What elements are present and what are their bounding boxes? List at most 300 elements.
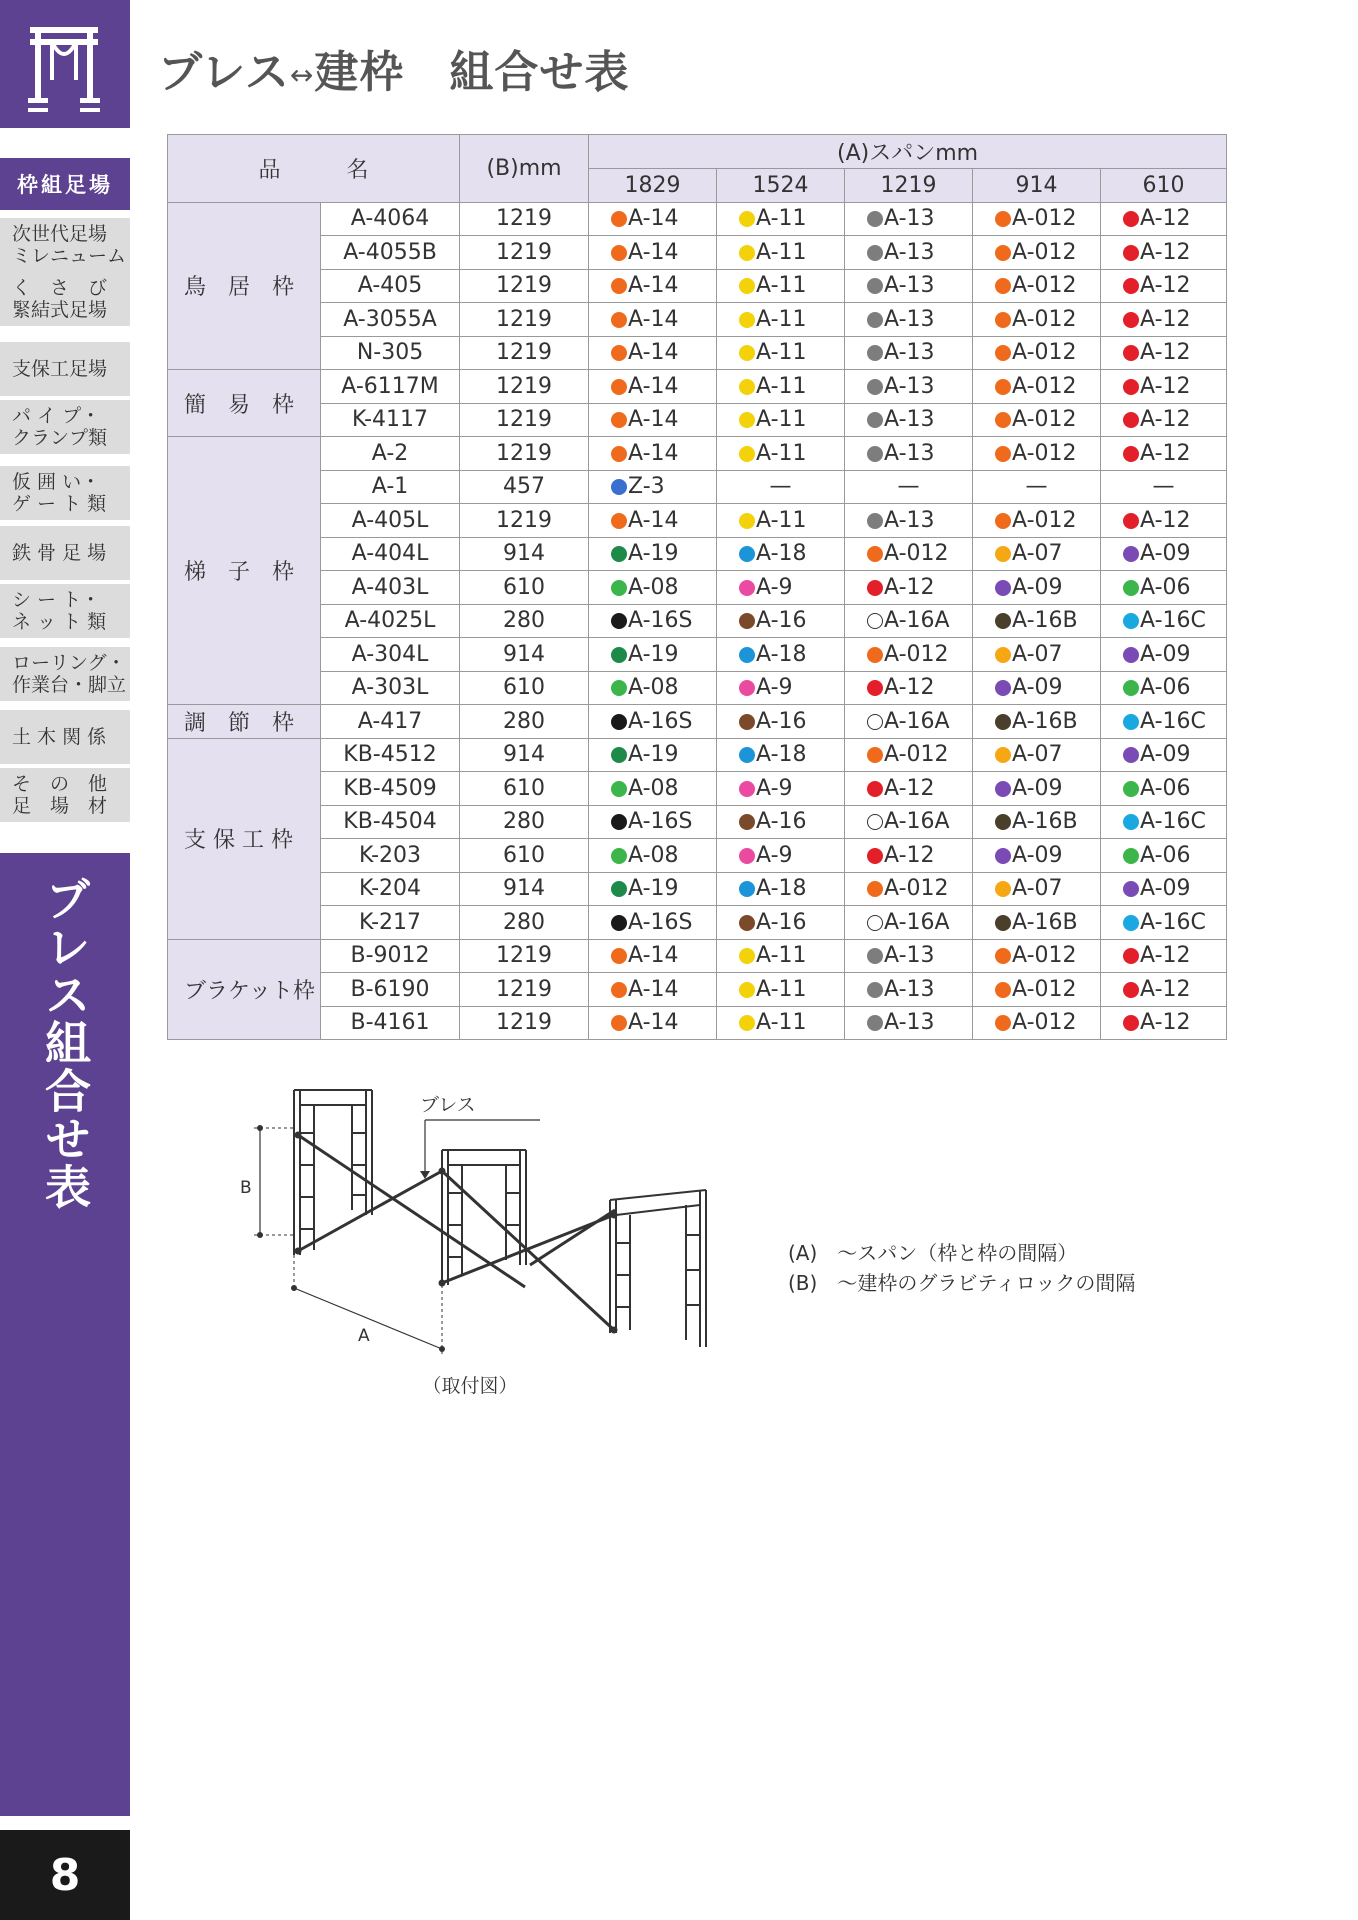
brace-code-text: A-18 [756, 742, 807, 768]
product-code-cell: A-4055B [321, 236, 460, 270]
brace-code-cell [845, 437, 973, 471]
brace-code-text: A-14 [628, 239, 679, 265]
brace-code-cell [589, 437, 717, 471]
sidebar-nav-item-label: 支保工足場 [12, 358, 108, 380]
table-row [168, 671, 1227, 705]
brace-code-cell [973, 269, 1101, 303]
brace-code-text: A-19 [628, 876, 679, 902]
group-name-cell: ブラケット枠 [168, 939, 321, 1040]
color-dot-icon [739, 948, 755, 964]
brace-code-cell [589, 671, 717, 705]
brace-code-cell [589, 805, 717, 839]
b-mm-cell: 1219 [460, 336, 589, 370]
brace-code-text: A-09 [1140, 876, 1191, 902]
brace-code-cell [845, 939, 973, 973]
brace-code-text: A-13 [884, 407, 935, 433]
brace-code-cell [845, 738, 973, 772]
color-dot-icon [995, 714, 1011, 730]
color-dot-icon [867, 915, 883, 931]
brace-code-cell [1101, 604, 1227, 638]
brace-code-cell [1101, 638, 1227, 672]
span-header-cell: 1829 [589, 169, 717, 203]
brace-code-text: A-12 [884, 842, 935, 868]
brace-code-cell [589, 470, 717, 504]
brace-code-cell [973, 805, 1101, 839]
brace-code-text: A-13 [884, 1010, 935, 1036]
brace-code-cell [1101, 738, 1227, 772]
color-dot-icon [739, 613, 755, 629]
b-mm-cell: 1219 [460, 370, 589, 404]
color-dot-icon [1123, 714, 1139, 730]
brace-code-cell [845, 604, 973, 638]
brace-code-text: A-08 [628, 842, 679, 868]
color-dot-icon [611, 680, 627, 696]
brace-code-cell [845, 537, 973, 571]
brace-code-cell [1101, 470, 1227, 504]
group-name-cell: 鳥 居 枠 [168, 202, 321, 370]
color-dot-icon [995, 513, 1011, 529]
sidebar-nav-item-label: 鉄 骨 足 場 [12, 542, 107, 564]
brace-code-text: A-18 [756, 876, 807, 902]
brace-code-cell [845, 973, 973, 1007]
b-mm-cell: 280 [460, 604, 589, 638]
brace-code-cell [845, 1006, 973, 1040]
brace-code-cell [717, 604, 845, 638]
sidebar-nav-item[interactable] [0, 400, 130, 454]
color-dot-icon [1123, 278, 1139, 294]
color-dot-icon [995, 1015, 1011, 1031]
brace-code-cell [845, 805, 973, 839]
brace-code-text: A-14 [628, 976, 679, 1002]
b-mm-cell: 1219 [460, 939, 589, 973]
sidebar-nav-item-label: 次世代足場 [12, 223, 108, 245]
brace-code-text: A-11 [756, 407, 807, 433]
brace-code-text: A-012 [1012, 1010, 1077, 1036]
color-dot-icon [611, 245, 627, 261]
color-dot-icon [1123, 345, 1139, 361]
color-dot-icon [995, 848, 1011, 864]
brace-code-cell [845, 638, 973, 672]
brace-code-text: A-11 [756, 306, 807, 332]
table-row [168, 604, 1227, 638]
brace-code-text: A-14 [628, 407, 679, 433]
table-row [168, 805, 1227, 839]
brace-code-cell [973, 705, 1101, 739]
table-row [168, 638, 1227, 672]
brace-code-text: A-13 [884, 239, 935, 265]
brace-code-cell [845, 269, 973, 303]
brace-code-text: A-07 [1012, 641, 1063, 667]
brace-code-text: A-14 [628, 943, 679, 969]
color-dot-icon [867, 680, 883, 696]
sidebar-nav-item-label: パ イ プ・ [12, 405, 101, 427]
color-dot-icon [867, 312, 883, 328]
color-dot-icon [611, 446, 627, 462]
group-name-cell: 梯 子 枠 [168, 437, 321, 705]
brace-code-cell [717, 437, 845, 471]
b-mm-cell: 1219 [460, 973, 589, 1007]
color-dot-icon [1123, 379, 1139, 395]
brace-code-cell [845, 504, 973, 538]
brace-code-text: A-14 [628, 507, 679, 533]
color-dot-icon [739, 446, 755, 462]
table-row [168, 470, 1227, 504]
brace-code-cell [717, 772, 845, 806]
sidebar-nav-item-label: クランプ類 [12, 427, 108, 449]
brace-code-text: A-08 [628, 675, 679, 701]
brace-code-cell [845, 705, 973, 739]
sidebar-nav-item-label: ミレニューム [12, 245, 127, 267]
brace-code-cell [717, 906, 845, 940]
table-row [168, 236, 1227, 270]
brace-code-cell [973, 872, 1101, 906]
color-dot-icon [611, 881, 627, 897]
brace-code-cell [973, 370, 1101, 404]
brace-code-text: A-14 [628, 273, 679, 299]
brace-code-text: A-19 [628, 541, 679, 567]
brace-code-text: A-07 [1012, 876, 1063, 902]
color-dot-icon [867, 379, 883, 395]
color-dot-icon [611, 714, 627, 730]
brace-code-text: A-16 [756, 909, 807, 935]
brace-code-cell [589, 571, 717, 605]
brace-code-text: A-13 [884, 306, 935, 332]
color-dot-icon [1123, 948, 1139, 964]
color-dot-icon [867, 881, 883, 897]
brace-code-cell [845, 370, 973, 404]
brace-code-cell [1101, 202, 1227, 236]
brace-code-text: A-11 [756, 943, 807, 969]
product-code-cell: B-9012 [321, 939, 460, 973]
color-dot-icon [739, 245, 755, 261]
brace-code-text: A-16S [628, 809, 693, 835]
color-dot-icon [1123, 211, 1139, 227]
brace-code-text: A-16B [1012, 809, 1078, 835]
brace-code-cell [1101, 772, 1227, 806]
brace-code-text: A-9 [756, 842, 793, 868]
brace-code-cell [845, 671, 973, 705]
brace-code-cell [845, 906, 973, 940]
brace-code-cell [1101, 537, 1227, 571]
sidebar-nav-item[interactable] [0, 218, 130, 272]
span-header-cell: 1524 [717, 169, 845, 203]
sidebar-nav-item[interactable] [0, 272, 130, 326]
color-dot-icon [611, 915, 627, 931]
table-row [168, 269, 1227, 303]
sidebar-nav-item[interactable] [0, 710, 130, 764]
span-header-cell: 1219 [845, 169, 973, 203]
b-mm-cell: 457 [460, 470, 589, 504]
brace-code-cell [589, 269, 717, 303]
color-dot-icon [995, 982, 1011, 998]
table-row [168, 1006, 1227, 1040]
brace-code-cell [717, 839, 845, 873]
table-row [168, 202, 1227, 236]
color-dot-icon [867, 446, 883, 462]
brace-code-text: A-16 [756, 608, 807, 634]
brace-code-text: A-9 [756, 675, 793, 701]
brace-code-text: A-012 [884, 641, 949, 667]
brace-code-text: — [769, 474, 792, 500]
brace-code-text: A-09 [1140, 742, 1191, 768]
b-mm-cell: 914 [460, 738, 589, 772]
brace-code-text: A-12 [884, 775, 935, 801]
brace-code-cell [973, 738, 1101, 772]
brace-code-cell [845, 303, 973, 337]
brace-code-text: A-13 [884, 273, 935, 299]
brace-code-cell [1101, 671, 1227, 705]
color-dot-icon [867, 245, 883, 261]
brace-code-cell [1101, 370, 1227, 404]
brace-code-cell [589, 738, 717, 772]
b-mm-cell: 1219 [460, 437, 589, 471]
installation-diagram [230, 1075, 750, 1405]
color-dot-icon [1123, 982, 1139, 998]
color-dot-icon [1123, 747, 1139, 763]
brace-code-cell [845, 772, 973, 806]
color-dot-icon [867, 781, 883, 797]
brace-code-cell [845, 571, 973, 605]
brace-code-cell [589, 973, 717, 1007]
color-dot-icon [867, 546, 883, 562]
brace-code-cell [845, 336, 973, 370]
b-mm-cell: 610 [460, 571, 589, 605]
brace-code-text: A-13 [884, 340, 935, 366]
b-mm-cell: 610 [460, 671, 589, 705]
brace-code-text: A-13 [884, 206, 935, 232]
diagram-caption: （取付図） [422, 1375, 518, 1397]
color-dot-icon [1123, 513, 1139, 529]
brace-code-text: A-012 [1012, 976, 1077, 1002]
sidebar-nav-item[interactable] [0, 584, 130, 638]
color-dot-icon [995, 647, 1011, 663]
brace-code-text: A-12 [1140, 206, 1191, 232]
color-dot-icon [995, 948, 1011, 964]
brace-code-cell [589, 236, 717, 270]
color-dot-icon [739, 982, 755, 998]
brace-code-text: A-16S [628, 909, 693, 935]
brace-code-text: A-14 [628, 340, 679, 366]
color-dot-icon [995, 245, 1011, 261]
brace-code-text: A-11 [756, 206, 807, 232]
brace-code-text: A-11 [756, 239, 807, 265]
sidebar-nav-item-label: 作業台・脚立 [12, 674, 127, 696]
brace-code-cell [1101, 236, 1227, 270]
group-name-cell: 調 節 枠 [168, 705, 321, 739]
sidebar-nav-item-label: ネ ッ ト 類 [12, 611, 107, 633]
brace-code-text: A-14 [628, 206, 679, 232]
brace-code-text: A-14 [628, 1010, 679, 1036]
brace-code-text: A-13 [884, 373, 935, 399]
brace-code-text: A-16A [884, 809, 950, 835]
product-code-cell: K-203 [321, 839, 460, 873]
brace-code-cell [973, 202, 1101, 236]
brace-code-cell [589, 403, 717, 437]
color-dot-icon [611, 982, 627, 998]
brace-code-text: A-012 [884, 541, 949, 567]
color-dot-icon [739, 211, 755, 227]
legend [788, 1238, 1135, 1298]
brace-code-text: A-12 [884, 675, 935, 701]
brace-code-cell [1101, 872, 1227, 906]
color-dot-icon [1123, 245, 1139, 261]
brace-code-cell [717, 504, 845, 538]
brace-code-text: A-07 [1012, 541, 1063, 567]
brace-code-cell [973, 638, 1101, 672]
brace-code-text: A-12 [884, 574, 935, 600]
color-dot-icon [739, 714, 755, 730]
color-dot-icon [867, 982, 883, 998]
color-dot-icon [995, 881, 1011, 897]
color-dot-icon [1123, 446, 1139, 462]
brace-code-text: A-12 [1140, 239, 1191, 265]
brace-code-cell [589, 370, 717, 404]
color-dot-icon [1123, 412, 1139, 428]
brace-code-text: A-09 [1012, 574, 1063, 600]
brace-code-text: A-18 [756, 641, 807, 667]
sidebar-nav-item-label: 足 場 材 [12, 795, 108, 817]
b-mm-cell: 280 [460, 805, 589, 839]
brace-code-cell [717, 1006, 845, 1040]
brace-code-text: A-14 [628, 440, 679, 466]
color-dot-icon [867, 814, 883, 830]
brace-code-text: A-12 [1140, 440, 1191, 466]
brace-code-cell [1101, 403, 1227, 437]
table-row [168, 872, 1227, 906]
sidebar-nav-item[interactable] [0, 526, 130, 580]
brace-code-text: A-012 [1012, 507, 1077, 533]
sidebar-nav-item-label: シ ー ト・ [12, 589, 101, 611]
brace-code-cell [589, 202, 717, 236]
sidebar-nav-item[interactable] [0, 647, 130, 701]
page-number: 8 [0, 1830, 130, 1920]
brace-code-cell [717, 269, 845, 303]
color-dot-icon [1123, 881, 1139, 897]
color-dot-icon [611, 278, 627, 294]
color-dot-icon [995, 211, 1011, 227]
brace-code-text: A-06 [1140, 574, 1191, 600]
color-dot-icon [1123, 848, 1139, 864]
sidebar-nav-item-label: そ の 他 [12, 773, 108, 795]
sidebar-nav-item[interactable] [0, 768, 130, 822]
color-dot-icon [611, 379, 627, 395]
brace-code-cell [589, 537, 717, 571]
sidebar-nav-item[interactable] [0, 342, 130, 396]
product-code-cell: A-4025L [321, 604, 460, 638]
brace-code-cell [845, 839, 973, 873]
color-dot-icon [739, 747, 755, 763]
color-dot-icon [995, 345, 1011, 361]
table-row [168, 738, 1227, 772]
product-code-cell: A-403L [321, 571, 460, 605]
brace-code-text: A-16 [756, 708, 807, 734]
table-row [168, 772, 1227, 806]
color-dot-icon [739, 412, 755, 428]
brace-code-cell [717, 470, 845, 504]
brace-code-text: A-13 [884, 440, 935, 466]
brace-code-text: A-13 [884, 943, 935, 969]
brace-code-cell [717, 303, 845, 337]
color-dot-icon [995, 680, 1011, 696]
color-dot-icon [867, 1015, 883, 1031]
product-code-cell: K-204 [321, 872, 460, 906]
brace-code-cell [973, 303, 1101, 337]
color-dot-icon [995, 781, 1011, 797]
brace-code-cell [717, 202, 845, 236]
logo [0, 0, 130, 128]
b-mm-cell: 610 [460, 839, 589, 873]
brace-code-cell [973, 772, 1101, 806]
product-code-cell: KB-4509 [321, 772, 460, 806]
color-dot-icon [867, 513, 883, 529]
color-dot-icon [611, 747, 627, 763]
brace-code-text: A-012 [1012, 306, 1077, 332]
table-row [168, 839, 1227, 873]
color-dot-icon [1123, 647, 1139, 663]
brace-code-cell [589, 772, 717, 806]
brace-code-cell [1101, 504, 1227, 538]
brace-code-cell [845, 872, 973, 906]
b-mm-cell: 280 [460, 705, 589, 739]
brace-code-cell [845, 470, 973, 504]
brace-code-text: A-16B [1012, 608, 1078, 634]
color-dot-icon [867, 412, 883, 428]
color-dot-icon [867, 647, 883, 663]
b-mm-cell: 610 [460, 772, 589, 806]
brace-code-text: A-9 [756, 775, 793, 801]
product-code-cell: N-305 [321, 336, 460, 370]
color-dot-icon [1123, 1015, 1139, 1031]
brace-code-cell [589, 303, 717, 337]
table-row [168, 906, 1227, 940]
color-dot-icon [1123, 680, 1139, 696]
header-b-mm: (B)mm [460, 135, 589, 203]
title-part2: 建枠 組合せ表 [314, 47, 630, 98]
brace-code-text: A-16 [756, 809, 807, 835]
brace-code-cell [717, 939, 845, 973]
brace-code-text: — [1152, 474, 1175, 500]
brace-code-cell [1101, 939, 1227, 973]
color-dot-icon [995, 278, 1011, 294]
brace-code-cell [1101, 705, 1227, 739]
table-row [168, 437, 1227, 471]
sidebar-nav-item-label: ゲ ー ト 類 [12, 493, 107, 515]
color-dot-icon [1123, 814, 1139, 830]
brace-code-cell [589, 939, 717, 973]
product-code-cell: A-3055A [321, 303, 460, 337]
color-dot-icon [1123, 781, 1139, 797]
table-row [168, 939, 1227, 973]
brace-code-cell [973, 571, 1101, 605]
brace-code-cell [589, 638, 717, 672]
brace-code-text: A-09 [1012, 842, 1063, 868]
color-dot-icon [867, 211, 883, 227]
brace-code-cell [717, 571, 845, 605]
brace-code-cell [717, 671, 845, 705]
table-row [168, 973, 1227, 1007]
table-row [168, 370, 1227, 404]
brace-code-cell [589, 839, 717, 873]
brace-code-cell [973, 939, 1101, 973]
brace-code-text: A-09 [1012, 775, 1063, 801]
sidebar-nav-item[interactable] [0, 466, 130, 520]
color-dot-icon [739, 915, 755, 931]
table-row [168, 336, 1227, 370]
product-code-cell: A-4064 [321, 202, 460, 236]
brace-code-text: A-9 [756, 574, 793, 600]
brace-code-cell [1101, 973, 1227, 1007]
brace-code-text: A-12 [1140, 273, 1191, 299]
